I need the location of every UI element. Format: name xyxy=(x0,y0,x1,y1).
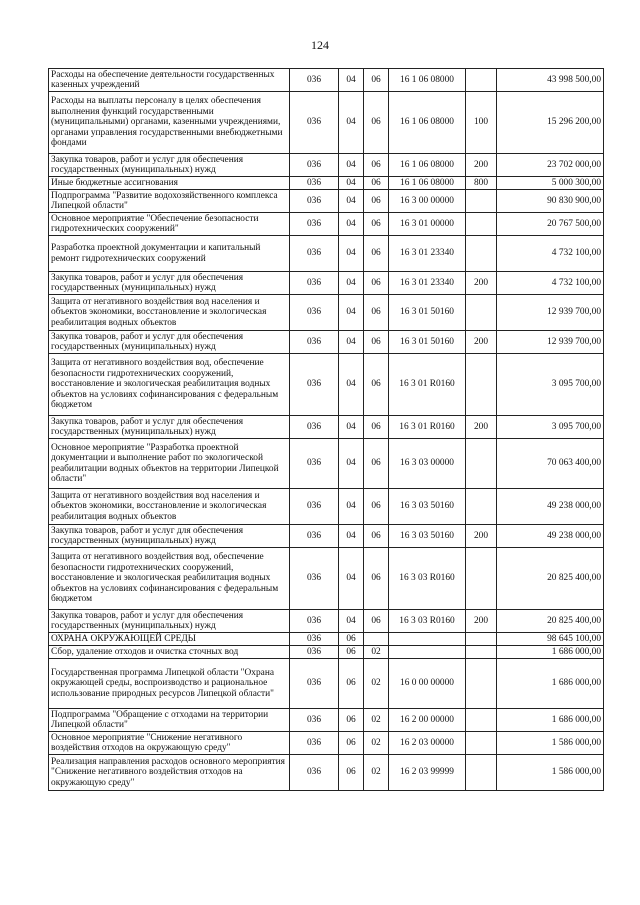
cell-subsection: 02 xyxy=(364,732,389,755)
cell-code: 036 xyxy=(290,416,339,439)
cell-amount: 20 767 500,00 xyxy=(497,213,604,236)
cell-code: 036 xyxy=(290,213,339,236)
cell-amount: 49 238 000,00 xyxy=(497,489,604,525)
cell-code: 036 xyxy=(290,295,339,331)
cell-article: 16 1 06 08000 xyxy=(389,154,466,177)
cell-expense-type xyxy=(466,548,497,610)
cell-amount: 49 238 000,00 xyxy=(497,525,604,548)
cell-expense-type xyxy=(466,213,497,236)
table-row xyxy=(49,732,604,755)
cell-subsection: 06 xyxy=(364,416,389,439)
cell-code: 036 xyxy=(290,755,339,791)
cell-code: 036 xyxy=(290,331,339,354)
cell-code: 036 xyxy=(290,709,339,732)
cell-section: 04 xyxy=(339,354,364,416)
cell-article: 16 3 01 23340 xyxy=(389,236,466,272)
cell-section: 04 xyxy=(339,272,364,295)
cell-section: 04 xyxy=(339,295,364,331)
cell-section: 04 xyxy=(339,69,364,92)
cell-article xyxy=(389,646,466,659)
cell-subsection: 06 xyxy=(364,154,389,177)
cell-code: 036 xyxy=(290,610,339,633)
cell-name: Основное мероприятие "Снижение негативного воздействия отходов на окружающую среду" xyxy=(49,732,290,755)
cell-code: 036 xyxy=(290,69,339,92)
cell-expense-type: 200 xyxy=(466,416,497,439)
table-row xyxy=(49,154,604,177)
cell-code: 036 xyxy=(290,190,339,213)
cell-code: 036 xyxy=(290,236,339,272)
cell-article: 16 1 06 08000 xyxy=(389,69,466,92)
table-row xyxy=(49,548,604,610)
cell-section: 04 xyxy=(339,92,364,154)
cell-section: 04 xyxy=(339,439,364,489)
table-row xyxy=(49,489,604,525)
table-row xyxy=(49,646,604,659)
cell-subsection: 02 xyxy=(364,659,389,709)
cell-name: Иные бюджетные ассигнования xyxy=(49,177,290,190)
cell-code: 036 xyxy=(290,154,339,177)
cell-name: Подпрограмма "Развитие водохозяйственного комплекса Липецкой области" xyxy=(49,190,290,213)
cell-name: Закупка товаров, работ и услуг для обеспечения государственных (муниципальных) нужд xyxy=(49,331,290,354)
table-row xyxy=(49,213,604,236)
cell-amount: 1 586 000,00 xyxy=(497,732,604,755)
cell-name: ОХРАНА ОКРУЖАЮЩЕЙ СРЕДЫ xyxy=(49,633,290,646)
cell-amount: 98 645 100,00 xyxy=(497,633,604,646)
cell-code: 036 xyxy=(290,525,339,548)
cell-section: 04 xyxy=(339,610,364,633)
cell-name: Защита от негативного воздействия вод, обеспечение безопасности гидротехнических сооружений, восстановление и экологическая реабилитация водных объектов на условиях софинансирования с федеральным бюджетом xyxy=(49,354,290,416)
cell-article: 16 1 06 08000 xyxy=(389,92,466,154)
cell-subsection: 06 xyxy=(364,92,389,154)
cell-subsection: 06 xyxy=(364,213,389,236)
cell-expense-type xyxy=(466,190,497,213)
budget-table xyxy=(48,68,604,791)
cell-article: 16 2 00 00000 xyxy=(389,709,466,732)
cell-subsection: 06 xyxy=(364,190,389,213)
table-row xyxy=(49,439,604,489)
cell-code: 036 xyxy=(290,489,339,525)
table-row xyxy=(49,295,604,331)
cell-subsection: 06 xyxy=(364,331,389,354)
cell-subsection: 06 xyxy=(364,489,389,525)
cell-name: Закупка товаров, работ и услуг для обеспечения государственных (муниципальных) нужд xyxy=(49,610,290,633)
cell-subsection xyxy=(364,633,389,646)
cell-section: 06 xyxy=(339,659,364,709)
table-row xyxy=(49,755,604,791)
cell-section: 04 xyxy=(339,331,364,354)
cell-expense-type: 200 xyxy=(466,525,497,548)
cell-article: 16 0 00 00000 xyxy=(389,659,466,709)
cell-subsection: 06 xyxy=(364,69,389,92)
cell-code: 036 xyxy=(290,92,339,154)
cell-expense-type xyxy=(466,755,497,791)
table-row xyxy=(49,610,604,633)
cell-subsection: 06 xyxy=(364,439,389,489)
cell-name: Расходы на выплаты персоналу в целях обеспечения выполнения функций государственными (муниципальными) органами, казенными учреждениями, органами управления государственными внебюджетными фондами xyxy=(49,92,290,154)
cell-amount: 15 296 200,00 xyxy=(497,92,604,154)
cell-article: 16 3 03 50160 xyxy=(389,489,466,525)
cell-expense-type: 800 xyxy=(466,177,497,190)
cell-expense-type xyxy=(466,439,497,489)
cell-article: 16 3 01 50160 xyxy=(389,295,466,331)
cell-expense-type: 200 xyxy=(466,331,497,354)
table-row xyxy=(49,69,604,92)
cell-amount: 4 732 100,00 xyxy=(497,272,604,295)
cell-subsection: 06 xyxy=(364,272,389,295)
cell-section: 04 xyxy=(339,177,364,190)
cell-code: 036 xyxy=(290,732,339,755)
cell-name: Основное мероприятие "Обеспечение безопасности гидротехнических сооружений" xyxy=(49,213,290,236)
table-row xyxy=(49,236,604,272)
cell-name: Защита от негативного воздействия вод населения и объектов экономики, восстановление и экологическая реабилитация водных объектов xyxy=(49,295,290,331)
cell-article: 16 3 03 50160 xyxy=(389,525,466,548)
cell-amount: 1 686 000,00 xyxy=(497,659,604,709)
cell-section: 04 xyxy=(339,489,364,525)
cell-article: 16 2 03 99999 xyxy=(389,755,466,791)
cell-article: 16 3 01 00000 xyxy=(389,213,466,236)
cell-expense-type xyxy=(466,69,497,92)
cell-name: Расходы на обеспечение деятельности государственных казенных учреждений xyxy=(49,69,290,92)
cell-name: Защита от негативного воздействия вод населения и объектов экономики, восстановление и экологическая реабилитация водных объектов xyxy=(49,489,290,525)
table-row xyxy=(49,659,604,709)
cell-subsection: 06 xyxy=(364,548,389,610)
cell-expense-type: 100 xyxy=(466,92,497,154)
cell-subsection: 02 xyxy=(364,709,389,732)
cell-subsection: 06 xyxy=(364,610,389,633)
cell-article xyxy=(389,633,466,646)
cell-name: Реализация направления расходов основного мероприятия "Снижение негативного воздействия отходов на окружающую среду" xyxy=(49,755,290,791)
cell-article: 16 3 03 R0160 xyxy=(389,610,466,633)
cell-amount: 23 702 000,00 xyxy=(497,154,604,177)
cell-name: Государственная программа Липецкой области "Охрана окружающей среды, воспроизводство и рациональное использование природных ресурсов Липецкой области" xyxy=(49,659,290,709)
cell-amount: 12 939 700,00 xyxy=(497,331,604,354)
cell-section: 04 xyxy=(339,154,364,177)
cell-expense-type xyxy=(466,489,497,525)
cell-article: 16 3 01 50160 xyxy=(389,331,466,354)
cell-code: 036 xyxy=(290,633,339,646)
cell-expense-type xyxy=(466,709,497,732)
cell-code: 036 xyxy=(290,659,339,709)
cell-amount: 1 686 000,00 xyxy=(497,646,604,659)
cell-name: Подпрограмма "Обращение с отходами на территории Липецкой области" xyxy=(49,709,290,732)
budget-table-body xyxy=(49,69,604,791)
table-row xyxy=(49,525,604,548)
cell-section: 04 xyxy=(339,190,364,213)
cell-section: 06 xyxy=(339,732,364,755)
cell-article: 16 1 06 08000 xyxy=(389,177,466,190)
cell-amount: 20 825 400,00 xyxy=(497,548,604,610)
cell-expense-type: 200 xyxy=(466,272,497,295)
cell-amount: 5 000 300,00 xyxy=(497,177,604,190)
cell-name: Сбор, удаление отходов и очистка сточных вод xyxy=(49,646,290,659)
table-row xyxy=(49,354,604,416)
table-row xyxy=(49,177,604,190)
cell-expense-type: 200 xyxy=(466,610,497,633)
cell-article: 16 3 03 R0160 xyxy=(389,548,466,610)
table-row xyxy=(49,331,604,354)
cell-subsection: 02 xyxy=(364,646,389,659)
cell-amount: 70 063 400,00 xyxy=(497,439,604,489)
cell-article: 16 3 01 R0160 xyxy=(389,416,466,439)
cell-expense-type xyxy=(466,646,497,659)
cell-subsection: 02 xyxy=(364,755,389,791)
cell-section: 04 xyxy=(339,525,364,548)
cell-subsection: 06 xyxy=(364,295,389,331)
cell-amount: 43 998 500,00 xyxy=(497,69,604,92)
cell-expense-type xyxy=(466,732,497,755)
cell-amount: 3 095 700,00 xyxy=(497,416,604,439)
cell-subsection: 06 xyxy=(364,177,389,190)
cell-amount: 1 586 000,00 xyxy=(497,755,604,791)
table-row xyxy=(49,92,604,154)
cell-article: 16 2 03 00000 xyxy=(389,732,466,755)
cell-article: 16 3 01 R0160 xyxy=(389,354,466,416)
cell-code: 036 xyxy=(290,548,339,610)
cell-section: 04 xyxy=(339,416,364,439)
cell-expense-type xyxy=(466,659,497,709)
cell-code: 036 xyxy=(290,439,339,489)
cell-name: Закупка товаров, работ и услуг для обеспечения государственных (муниципальных) нужд xyxy=(49,525,290,548)
cell-code: 036 xyxy=(290,272,339,295)
cell-name: Основное мероприятие "Разработка проектной документации и выполнение работ по экологической реабилитации водных объектов на территории Липецкой области" xyxy=(49,439,290,489)
cell-amount: 12 939 700,00 xyxy=(497,295,604,331)
table-row xyxy=(49,633,604,646)
page-number: 124 xyxy=(311,38,329,52)
cell-section: 04 xyxy=(339,236,364,272)
cell-name: Закупка товаров, работ и услуг для обеспечения государственных (муниципальных) нужд xyxy=(49,416,290,439)
cell-subsection: 06 xyxy=(364,354,389,416)
cell-subsection: 06 xyxy=(364,525,389,548)
cell-section: 04 xyxy=(339,548,364,610)
cell-name: Защита от негативного воздействия вод, обеспечение безопасности гидротехнических сооружений, восстановление и экологическая реабилитация водных объектов на условиях софинансирования с федеральным бюджетом xyxy=(49,548,290,610)
cell-subsection: 06 xyxy=(364,236,389,272)
cell-amount: 3 095 700,00 xyxy=(497,354,604,416)
cell-expense-type xyxy=(466,236,497,272)
cell-amount: 4 732 100,00 xyxy=(497,236,604,272)
cell-section: 04 xyxy=(339,213,364,236)
cell-name: Закупка товаров, работ и услуг для обеспечения государственных (муниципальных) нужд xyxy=(49,272,290,295)
cell-amount: 20 825 400,00 xyxy=(497,610,604,633)
cell-code: 036 xyxy=(290,177,339,190)
cell-section: 06 xyxy=(339,755,364,791)
cell-amount: 1 686 000,00 xyxy=(497,709,604,732)
cell-article: 16 3 01 23340 xyxy=(389,272,466,295)
table-row xyxy=(49,709,604,732)
cell-section: 06 xyxy=(339,633,364,646)
cell-expense-type xyxy=(466,633,497,646)
table-row xyxy=(49,416,604,439)
cell-name: Разработка проектной документации и капитальный ремонт гидротехнических сооружений xyxy=(49,236,290,272)
cell-section: 06 xyxy=(339,646,364,659)
cell-expense-type xyxy=(466,354,497,416)
cell-amount: 90 830 900,00 xyxy=(497,190,604,213)
table-row xyxy=(49,190,604,213)
cell-section: 06 xyxy=(339,709,364,732)
cell-code: 036 xyxy=(290,646,339,659)
cell-name: Закупка товаров, работ и услуг для обеспечения государственных (муниципальных) нужд xyxy=(49,154,290,177)
cell-expense-type: 200 xyxy=(466,154,497,177)
table-row xyxy=(49,272,604,295)
cell-article: 16 3 03 00000 xyxy=(389,439,466,489)
cell-code: 036 xyxy=(290,354,339,416)
cell-article: 16 3 00 00000 xyxy=(389,190,466,213)
cell-expense-type xyxy=(466,295,497,331)
